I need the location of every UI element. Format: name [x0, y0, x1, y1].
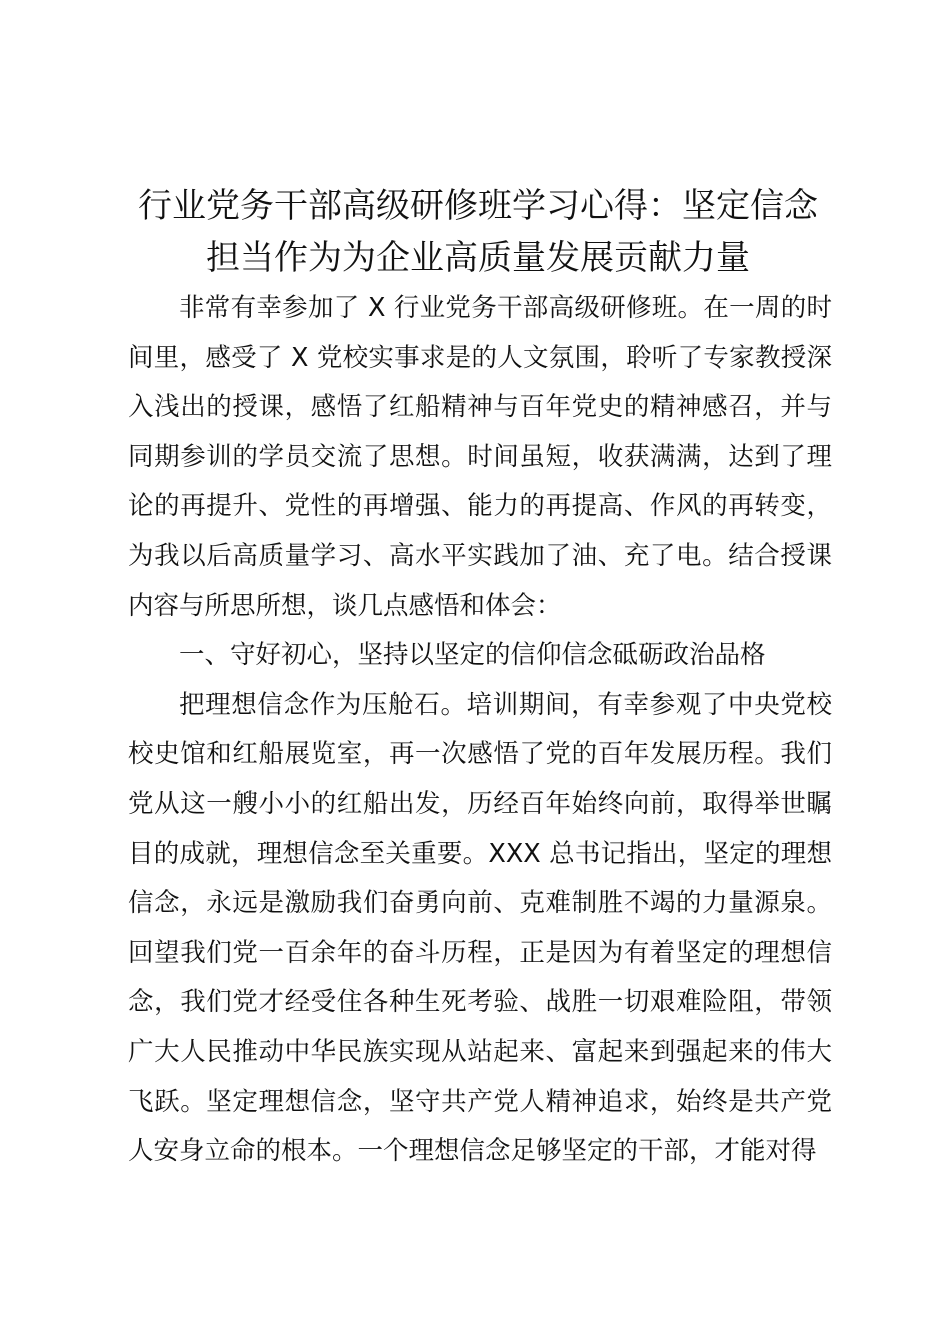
document-title	[128, 180, 828, 284]
title-line-1: 行业党务干部高级研修班学习心得：坚定信念	[138, 186, 818, 226]
section-heading: 一、守好初心，坚持以坚定的信仰信念砥砺政治品格	[179, 640, 766, 671]
title-line-2: 担当作为为企业高质量发展贡献力量	[206, 238, 750, 278]
document-body	[128, 284, 832, 1177]
body-paragraph: 把理想信念作为压舱石。培训期间，有幸参观了中央党校校史馆和红船展览室，再一次感悟了党的百年发展历程。我们党从这一艘小小的红船出发，历经百年始终向前，取得举世瞩目的成就，理想信念至关重要。XXX 总书记指出，坚定的理想信念，永远是激励我们奋勇向前、克难制胜不竭的力量源泉。回望我们党一百余年的奋斗历程，正是因为有着坚定的理想信念，我们党才经受住各种生死考验、战胜一切艰难险阻，带领广大人民推动中华民族实现从站起来、富起来到强起来的伟大飞跃。坚定理想信念，坚守共产党人精神追求，始终是共产党人安身立命的根本。一个理想信念足够坚定的干部，才能对得	[128, 689, 832, 1167]
intro-paragraph: 非常有幸参加了 X 行业党务干部高级研修班。在一周的时间里，感受了 X 党校实事求是的人文氛围，聆听了专家教授深入浅出的授课，感悟了红船精神与百年党史的精神感召，并与同期参训的学员交流了思想。时间虽短，收获满满，达到了理论的再提升、党性的再增强、能力的再提高、作风的再转变，为我以后高质量学习、高水平实践加了油、充了电。结合授课内容与所思所想，谈几点感悟和体会：	[128, 293, 832, 621]
